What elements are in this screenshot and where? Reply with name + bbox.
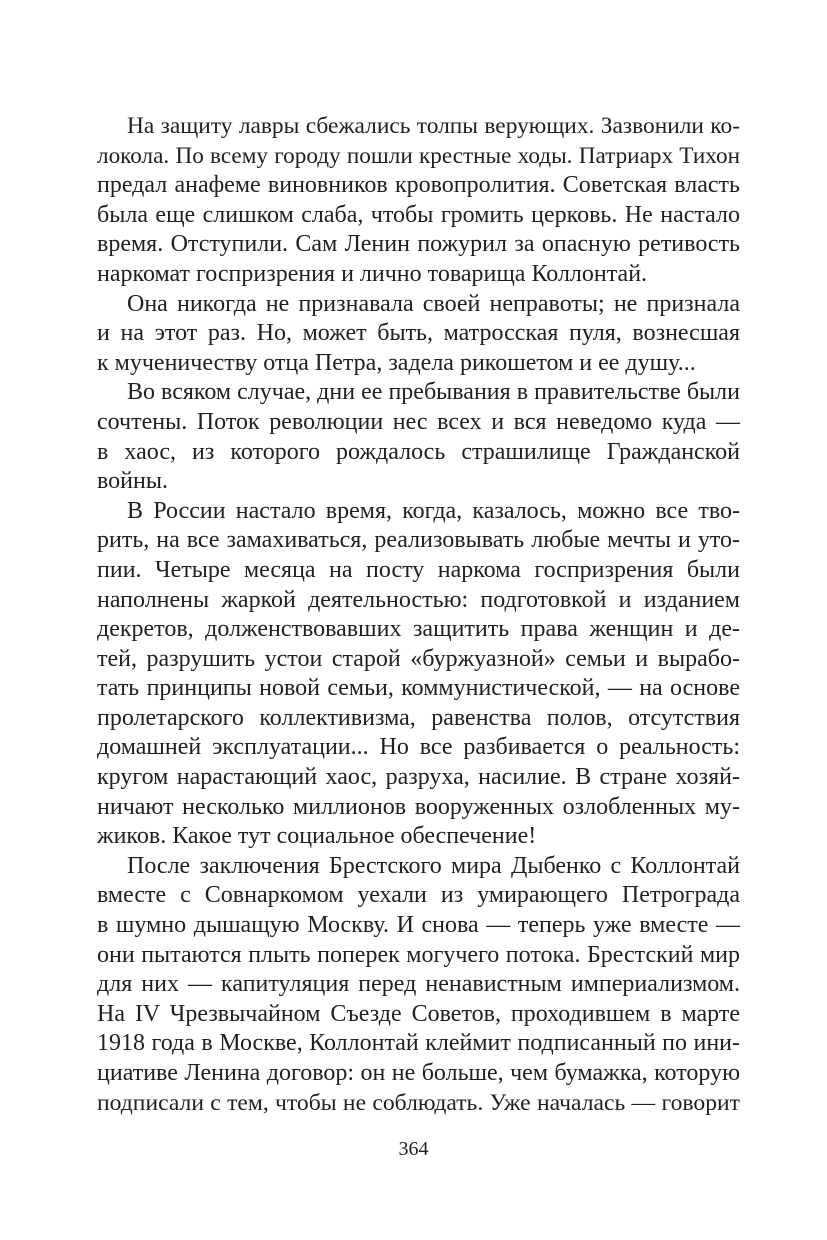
text-line: тать принципы новой семьи, коммунистической, — на основе [97, 675, 740, 702]
text-line: в хаос, из которого рождалось страшилище Гражданской [97, 438, 740, 465]
text-line: для них — капитуляция перед ненавистным империализмом. [97, 971, 740, 998]
text-line: вместе с Совнаркомом уехали из умирающего Петрограда [97, 882, 740, 909]
text-line: На IV Чрезвычайном Съезде Советов, проходившем в марте [97, 1000, 740, 1027]
paragraph [97, 112, 740, 290]
text-line: В России настало время, когда, казалось, можно все тво- [127, 497, 740, 524]
text-line: 1918 года в Москве, Коллонтай клеймит подписанный по ини- [97, 1030, 740, 1057]
text-line: предал анафеме виновников кровопролития. Советская власть [97, 172, 740, 199]
text-line: кругом нарастающий хаос, разруха, насилие. В стране хозяй- [97, 764, 740, 791]
paragraph [97, 497, 740, 852]
text-line: они пытаются плыть поперек могучего потока. Брестский мир [97, 941, 740, 968]
text-line: жиков. Какое тут социальное обеспечение! [97, 823, 537, 850]
text-line: наполнены жаркой деятельностью: подготовкой и изданием [97, 586, 740, 613]
text-line: На защиту лавры сбежались толпы верующих. Зазвонили ко- [127, 113, 740, 139]
text-line: в шумно дышащую Москву. И снова — теперь уже вместе — [97, 912, 740, 939]
text-line: рить, на все замахиваться, реализовывать любые мечты и уто- [97, 527, 740, 554]
text-line: тей, разрушить устои старой «буржуазной» семьи и вырабо- [97, 645, 740, 672]
text-line: ничают несколько миллионов вооруженных озлобленных му- [97, 793, 740, 820]
text-line: подписали с тем, чтобы не соблюдать. Уже началась — говорит [97, 1089, 740, 1116]
text-line: к мученичеству отца Петра, задела рикошетом и ее душу... [97, 349, 696, 376]
text-line: декретов, долженствовавших защитить права женщин и де- [97, 616, 740, 643]
text-line: пролетарского коллективизма, равенства полов, отсутствия [97, 704, 740, 731]
text-line: и на этот раз. Но, может быть, матросская пуля, вознесшая [97, 320, 740, 347]
text-line: была еще слишком слаба, чтобы громить церковь. Не настало [97, 201, 740, 228]
text-line: наркомат госпризрения и лично товарища Коллонтай. [97, 260, 648, 287]
text-line: Во всяком случае, дни ее пребывания в правительстве были [127, 379, 740, 406]
paragraph [97, 852, 740, 1118]
text-line: сочтены. Поток революции нес всех и вся неведомо куда — [97, 408, 740, 435]
body-text [97, 112, 740, 1118]
text-line: домашней эксплуатации... Но все разбивается о реальность: [97, 734, 740, 761]
text-line: циативе Ленина договор: он не больше, чем бумажка, которую [97, 1060, 740, 1086]
text-line: Она никогда не признавала своей неправоты; не признала [127, 290, 740, 317]
page-number: 364 [398, 1138, 429, 1160]
text-line: локола. По всему городу пошли крестные ходы. Патриарх Тихон [97, 142, 740, 169]
text-line: время. Отступили. Сам Ленин пожурил за опасную ретивость [97, 231, 740, 258]
paragraph [97, 290, 740, 379]
text-line: пии. Четыре месяца на посту наркома госпризрения были [97, 556, 740, 583]
text-line: После заключения Брестского мира Дыбенко с Коллонтай [127, 852, 740, 879]
text-line: войны. [97, 468, 168, 495]
paragraph [97, 378, 740, 496]
